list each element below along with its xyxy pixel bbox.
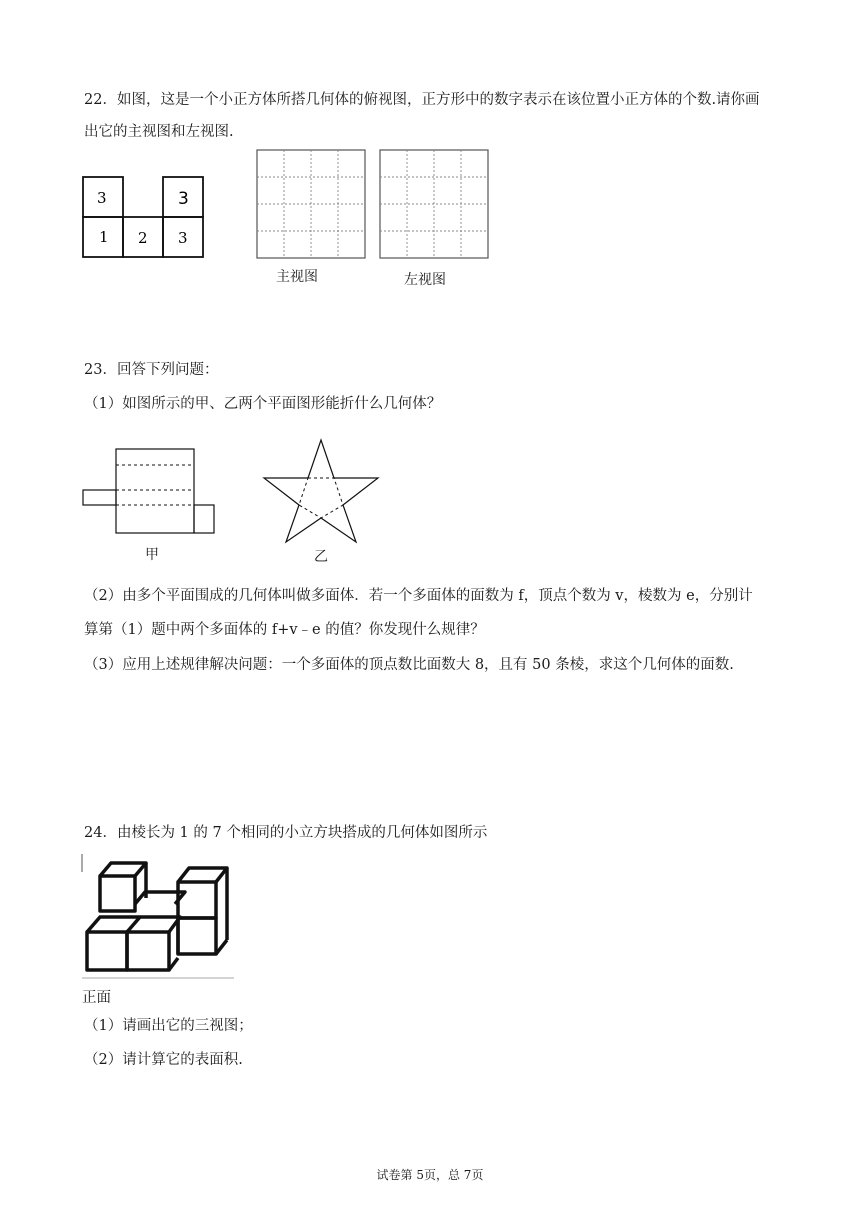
net-yi-label: 乙: [314, 549, 328, 565]
cube-solid-figure: [80, 852, 238, 982]
q23-part2-line1: （2）由多个平面围成的几何体叫做多面体．若一个多面体的面数为 f，顶点个数为 v，棱数为 e，分别计: [84, 588, 753, 604]
q24-part1: （1）请画出它的三视图；: [84, 1018, 253, 1034]
q24-part2: （2）请计算它的表面积.: [84, 1052, 243, 1068]
q24-front-label: 正面: [82, 990, 111, 1006]
q24-title: 24．由棱长为 1 的 7 个相同的小立方块搭成的几何体如图所示: [84, 825, 488, 841]
left-view-label: 左视图: [404, 272, 446, 288]
net-yi-star-figure: [262, 438, 380, 544]
front-view-grid: [256, 149, 366, 259]
q22-line1: 22．如图，这是一个小正方体所搭几何体的俯视图，正方形中的数字表示在该位置小正方体的个数.请你画: [84, 92, 760, 108]
q23-part3: （3）应用上述规律解决问题：一个多面体的顶点数比面数大 8，且有 50 条棱，求这个几何体的面数.: [84, 657, 734, 673]
q22-line2: 出它的主视图和左视图.: [84, 124, 234, 140]
q23-part1: （1）如图所示的甲、乙两个平面图形能折什么几何体？: [84, 396, 442, 412]
left-view-grid: [379, 149, 489, 259]
top-view-cell-3: 2: [138, 229, 148, 247]
top-view-cell-4: 3: [178, 229, 188, 247]
top-view-cell-2: 1: [99, 228, 109, 246]
net-jia-figure: [82, 448, 216, 536]
q23-part2-line2: 算第（1）题中两个多面体的 f+v﹣e 的值？你发现什么规律？: [84, 622, 485, 638]
top-view-cell-1: 3: [178, 189, 189, 209]
top-view-figure: [82, 176, 206, 260]
net-jia-label: 甲: [145, 547, 159, 563]
front-view-label: 主视图: [276, 269, 318, 285]
top-view-cell-0: 3: [97, 189, 107, 207]
q23-title: 23．回答下列问题：: [84, 362, 219, 378]
page-footer: 试卷第 5页，总 7页: [376, 1168, 484, 1182]
